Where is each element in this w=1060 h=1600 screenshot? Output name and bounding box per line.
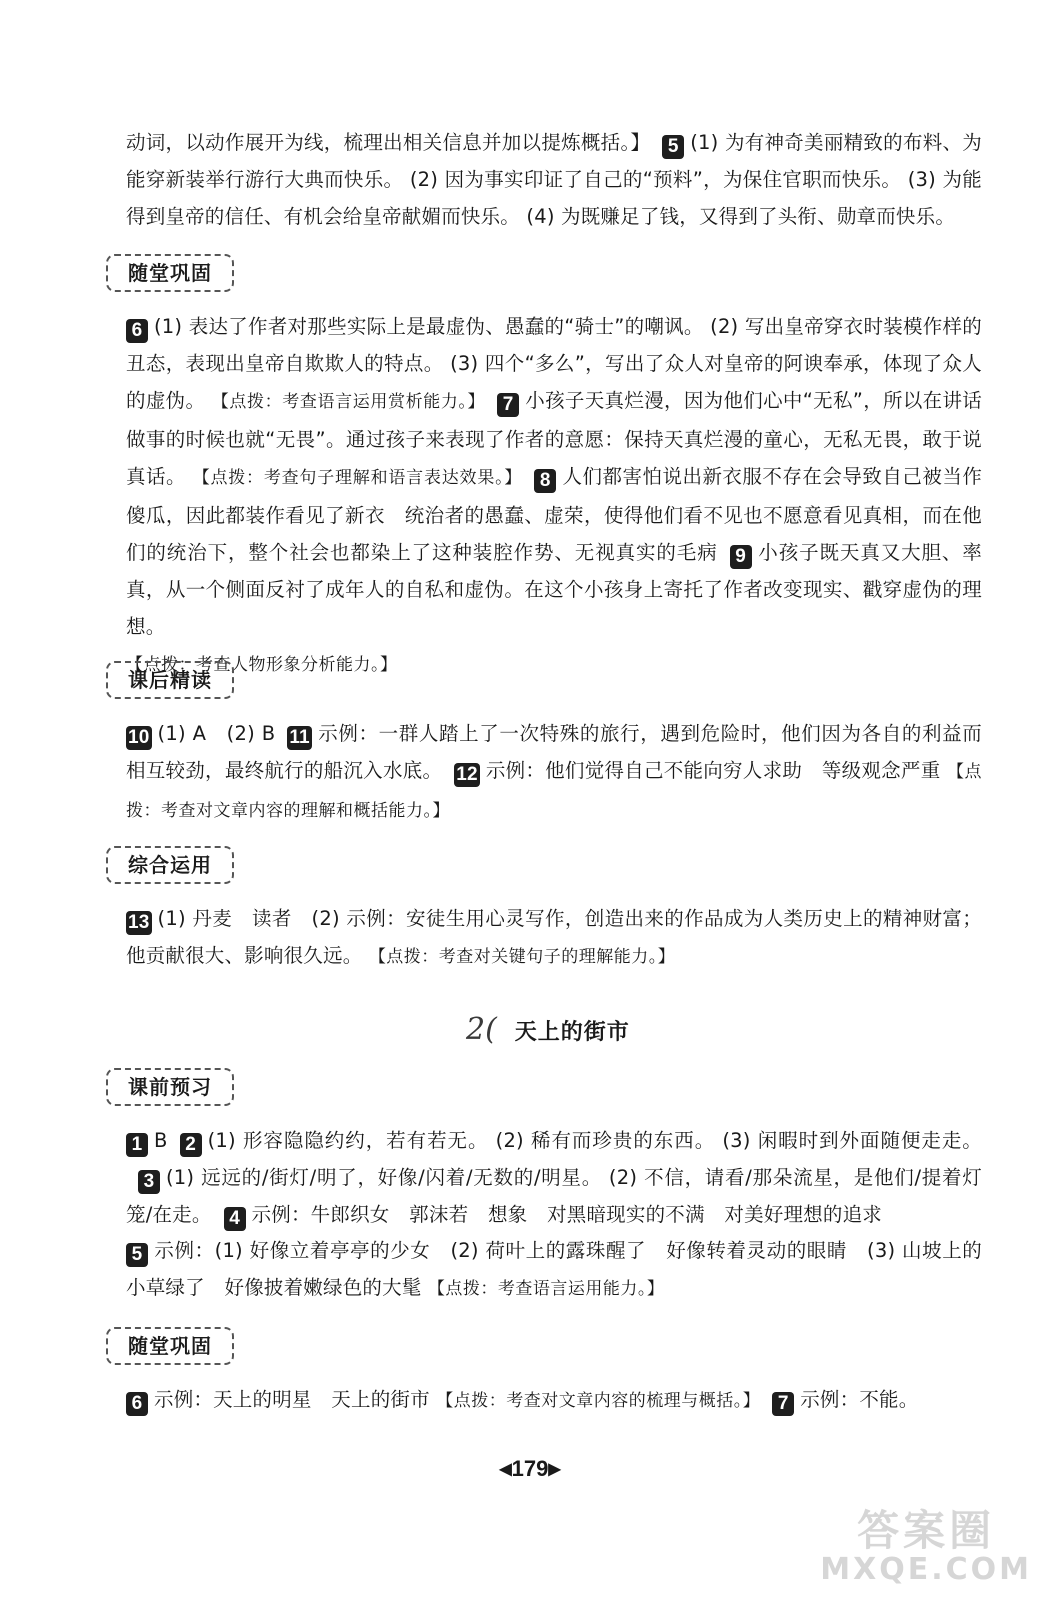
lesson-heading <box>466 1008 630 1052</box>
tip-note: 【点拨：考查句子理解和语言表达效果。】 <box>192 468 523 488</box>
lesson-number: 2( <box>466 1012 497 1047</box>
watermark-logo <box>820 1508 1032 1586</box>
section-label-kehou-jingdu: 课后精读 <box>106 661 234 699</box>
answer-text: 小孩子天真烂漫，因为他们心中“无私”，所以在讲话做事的时候也就“无畏”。通过孩子来表现了作者的意愿：保持天真烂漫的童心，无私无畏，敢于说真话。 <box>126 389 982 488</box>
section-label-suitang-gonggu-2: 随堂巩固 <box>106 1327 234 1365</box>
answer-text: 示例：牛郎织女 郭沫若 想象 对黑暗现实的不满 对美好理想的追求 <box>251 1203 882 1226</box>
question-number-badge: 7 <box>497 393 519 417</box>
answer-text: 小孩子既天真又大胆、率真，从一个侧面反衬了成年人的自私和虚伪。在这个小孩身上寄托了作者改变现实、戳穿虚伪的理想。 <box>126 541 982 638</box>
question-number-badge: 5 <box>126 1243 148 1267</box>
lesson-title: 天上的街市 <box>514 1020 630 1045</box>
answer-paragraph-4 <box>126 900 982 976</box>
question-number-badge: 2 <box>180 1133 202 1157</box>
tip-note: 【点拨：考查对文章内容的理解和概括能力。】 <box>126 762 983 821</box>
answer-text: 示例：一群人踏上了一次特殊的旅行，遇到危险时，他们因为各自的利益而相互较劲，最终航行的船沉入水底。 <box>126 722 982 782</box>
triangle-left-icon: ◀ <box>499 1461 512 1478</box>
question-number-badge: 9 <box>730 545 752 569</box>
answer-text: 动词，以动作展开为线，梳理出相关信息并加以提炼概括。】 <box>126 131 651 154</box>
question-number-badge: 10 <box>128 727 150 748</box>
answer-paragraph-2 <box>126 308 982 684</box>
tip-note: 【点拨：考查人物形象分析能力。】 <box>126 655 398 675</box>
section-label-keqian-yuxi: 课前预习 <box>106 1068 234 1106</box>
answer-paragraph-7 <box>126 1381 982 1420</box>
section-label-suitang-gonggu: 随堂巩固 <box>106 254 234 292</box>
page-number-text: 179 <box>511 1456 549 1481</box>
question-number-badge: 6 <box>126 1392 148 1416</box>
tip-note: 【点拨：考查对文章内容的梳理与概括。】 <box>436 1391 761 1411</box>
answer-text: 示例：(1) 好像立着亭亭的少女 (2) 荷叶上的露珠醒了 好像转着灵动的眼睛 (3) 山坡上的小草绿了 好像披着嫩绿色的大髦 <box>126 1239 982 1299</box>
tip-note: 【点拨：考查对关键句子的理解能力。】 <box>368 947 676 967</box>
question-number-badge: 12 <box>456 764 478 785</box>
answer-text: (1) 为有神奇美丽精致的布料、为能穿新装举行游行大典而快乐。 (2) 因为事实印证了自己的“预料”，为保住官职而快乐。 (3) 为能得到皇帝的信任、有机会给皇帝献媚而快乐。 (4) 为既赚足了钱，又得到了头衔、勋章而快乐。 <box>126 131 982 228</box>
section-label-zonghe-yunyong: 综合运用 <box>106 846 234 884</box>
question-number-badge: 1 <box>126 1133 148 1157</box>
answer-text: 示例：不能。 <box>800 1388 919 1411</box>
answer-paragraph-1 <box>126 124 982 235</box>
answer-text: (1) A (2) B <box>157 722 276 745</box>
answer-paragraph-5 <box>126 1122 982 1233</box>
question-number-badge: 13 <box>128 912 150 933</box>
answer-text: (1) 表达了作者对那些实际上是最虚伪、愚蠢的“骑士”的嘲讽。 (2) 写出皇帝穿衣时装模作样的丑态，表现出皇帝自欺欺人的特点。 (3) 四个“多么”，写出了众人对皇帝的阿谀奉承，体现了众人的虚伪。 <box>126 315 982 412</box>
question-number-badge: 5 <box>662 135 684 159</box>
question-number-badge: 3 <box>138 1170 160 1194</box>
answer-text: (1) 形容隐隐约约，若有若无。 (2) 稀有而珍贵的东西。 (3) 闲暇时到外面随便走走。 <box>207 1129 982 1152</box>
answer-paragraph-3 <box>126 715 982 830</box>
answer-text: (1) 远远的/街灯/明了，好像/闪着/无数的/明星。 (2) 不信，请看/那朵流星，是他们/提着灯笼/在走。 <box>126 1166 982 1226</box>
question-number-badge: 11 <box>289 727 310 748</box>
tip-note: 【点拨：考查语言运用赏析能力。】 <box>211 392 486 412</box>
answer-paragraph-6 <box>126 1232 982 1308</box>
question-number-badge: 6 <box>126 319 148 343</box>
watermark-text: 答案圈 <box>857 1506 996 1555</box>
question-number-badge: 4 <box>224 1207 246 1231</box>
tip-note: 【点拨：考查语言运用能力。】 <box>427 1279 665 1299</box>
page-number <box>0 1454 1060 1485</box>
answer-text: B <box>154 1129 168 1152</box>
answer-text: (1) 丹麦 读者 (2) 示例：安徒生用心灵写作，创造出来的作品成为人类历史上的精神财富；他贡献很大、影响很久远。 <box>126 907 982 967</box>
question-number-badge: 8 <box>534 469 556 493</box>
question-number-badge: 7 <box>772 1392 794 1416</box>
watermark-url: MXQE.COM <box>820 1552 1032 1587</box>
answer-text: 示例：天上的明星 天上的街市 <box>154 1388 430 1411</box>
answer-text: 人们都害怕说出新衣服不存在会导致自己被当作傻瓜，因此都装作看见了新衣 统治者的愚蠢、虚荣，使得他们看不见也不愿意看见真相，而在他们的统治下，整个社会也都染上了这种装腔作势、无视真实的毛病 <box>126 465 983 564</box>
answer-text: 示例：他们觉得自己不能向穷人求助 等级观念严重 <box>485 759 941 782</box>
triangle-right-icon: ▶ <box>548 1461 561 1478</box>
